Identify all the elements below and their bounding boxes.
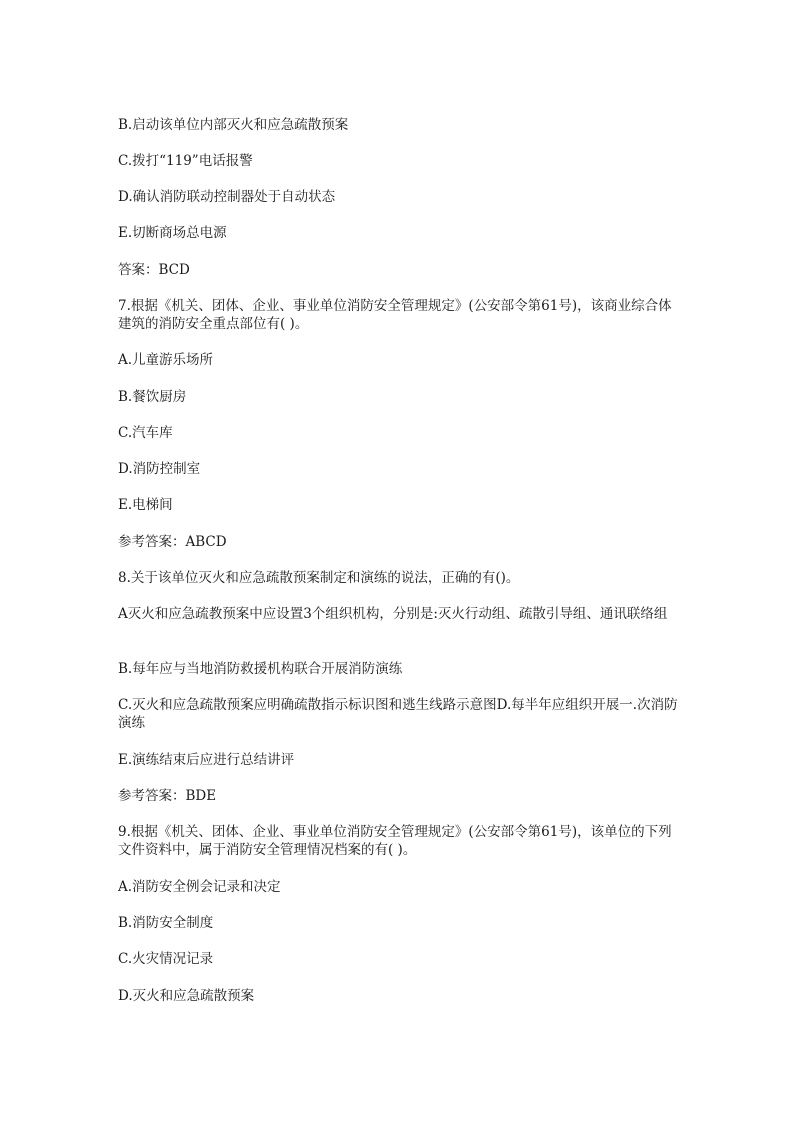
q7-option-c: C.汽车库 bbox=[118, 425, 173, 441]
q9-option-c: C.火灾情况记录 bbox=[118, 951, 214, 967]
q7-option-e: E.电梯间 bbox=[118, 497, 173, 513]
q7-question: 7.根据《机关、团体、企业、事业单位消防安全管理规定》(公安部令第61号)，该商业综合体建筑的消防安全重点部位有( )。 bbox=[118, 298, 672, 332]
q9-option-d: D.灭火和应急疏散预案 bbox=[118, 988, 255, 1004]
q7-option-d: D.消防控制室 bbox=[118, 461, 201, 477]
q7-option-a: A.儿童游乐场所 bbox=[118, 352, 214, 368]
q6-option-b: B.启动该单位内部灭火和应急疏散预案 bbox=[118, 117, 349, 133]
q8-answer: 参考答案：BDE bbox=[118, 788, 217, 804]
q8-question: 8.关于该单位灭火和应急疏散预案制定和演练的说法，正确的有()。 bbox=[118, 570, 520, 586]
q6-option-d: D.确认消防联动控制器处于自动状态 bbox=[118, 189, 336, 205]
q7-option-b: B.餐饮厨房 bbox=[118, 389, 187, 405]
q9-question: 9.根据《机关、团体、企业、事业单位消防安全管理规定》(公安部令第61号)，该单位的下列文件资料中，属于消防安全管理情况档案的有( )。 bbox=[118, 824, 672, 858]
q9-option-a: A.消防安全例会记录和决定 bbox=[118, 879, 281, 895]
q6-option-e: E.切断商场总电源 bbox=[118, 225, 227, 241]
q7-answer: 参考答案：ABCD bbox=[118, 534, 227, 550]
q8-option-a: A灭火和应急疏教预案中应设置3个组织机构，分别是:灭火行动组、疏散引导组、通讯联络组 bbox=[118, 606, 668, 622]
q9-option-b: B.消防安全制度 bbox=[118, 915, 214, 931]
q6-answer: 答案：BCD bbox=[118, 262, 190, 278]
q8-option-e: E.演练结束后应进行总结讲评 bbox=[118, 752, 295, 768]
q8-option-b: B.每年应与当地消防救援机构联合开展消防演练 bbox=[118, 661, 403, 677]
q6-option-c: C.拨打“119”电话报警 bbox=[118, 153, 253, 169]
q8-option-c-d: C.灭火和应急疏散预案应明确疏散指示标识图和逃生线路示意图D.每半年应组织开展一.次消防演练 bbox=[118, 697, 678, 731]
